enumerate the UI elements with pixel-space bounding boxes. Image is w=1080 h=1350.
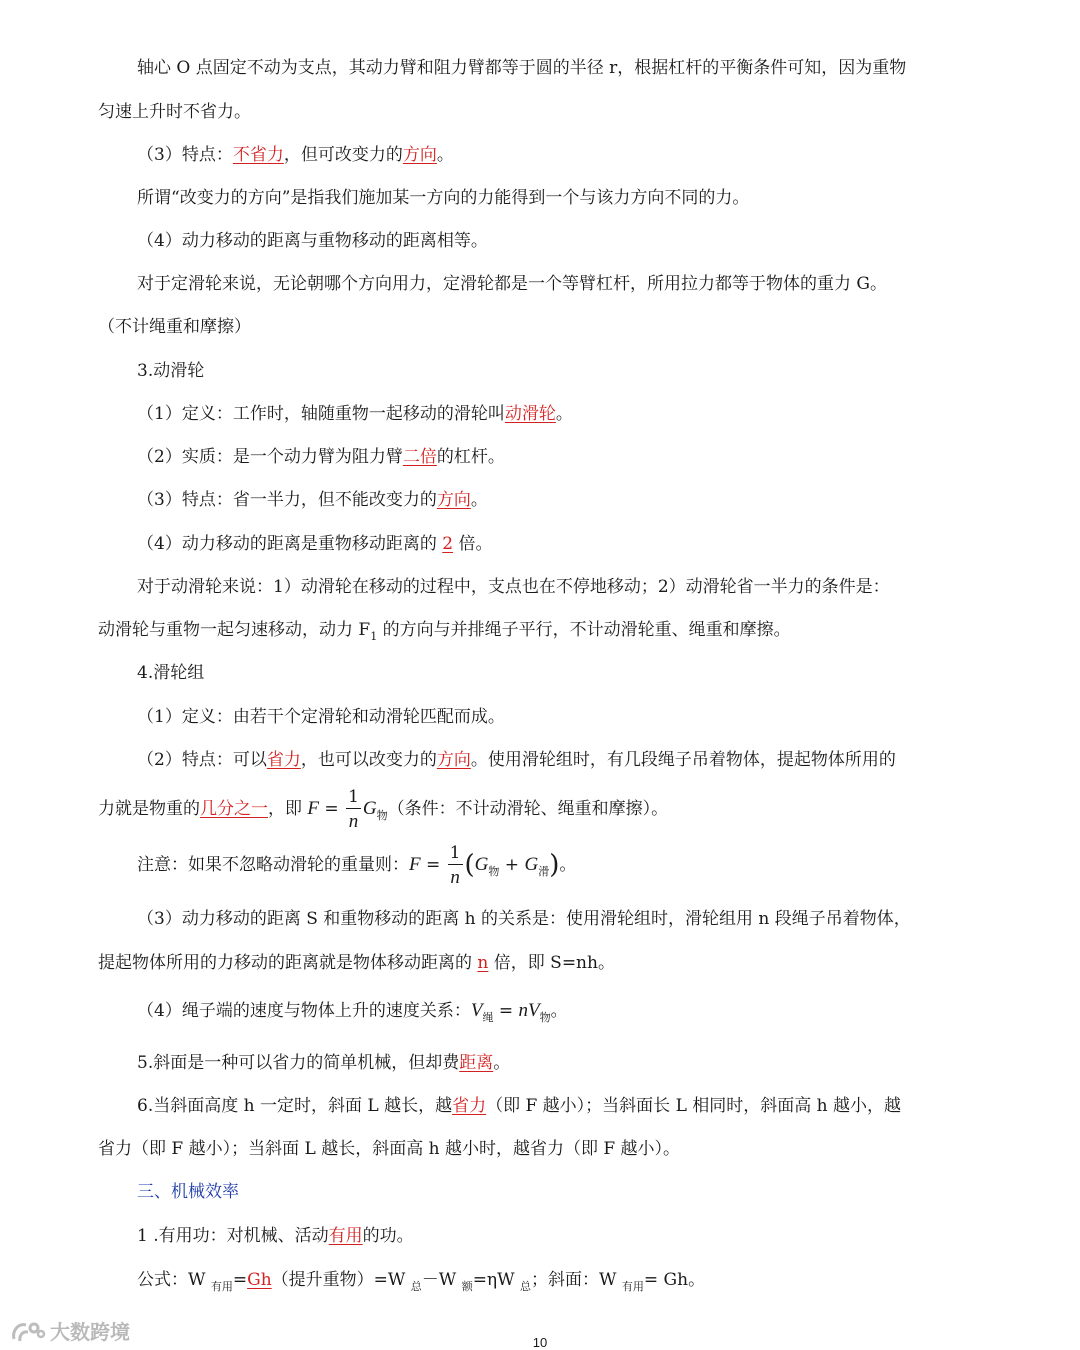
- section-title: [137, 661, 204, 685]
- para-line: [137, 705, 505, 729]
- para-line: [98, 784, 668, 841]
- subscript: 总: [410, 1280, 422, 1293]
- text: （即 F 越小）；当斜面长 L 相同时，斜面高 h 越小，越: [486, 1096, 902, 1116]
- text: （4）绳子端的速度与物体上升的速度关系：: [137, 1001, 471, 1021]
- answer-blank: n: [477, 953, 489, 973]
- text: 。: [550, 1001, 568, 1021]
- answer-blank: 2: [442, 534, 454, 554]
- para-line: [137, 143, 454, 167]
- text: 对于定滑轮来说，无论朝哪个方向用力，定滑轮都是一个等臂杠杆，所用拉力都等于物体的重力 G。: [137, 274, 887, 294]
- para-line: [98, 315, 251, 339]
- para-line: [137, 1051, 510, 1075]
- text: 注意：如果不忽略动滑轮的重量则：: [137, 855, 409, 875]
- para-line: [137, 999, 568, 1030]
- subscript: 1: [370, 630, 378, 643]
- watermark-text: 大数跨境: [50, 1320, 130, 1344]
- text: 6.当斜面高度 h 一定时，斜面 L 越长，越: [137, 1096, 453, 1116]
- text: 倍。: [453, 534, 493, 554]
- para-line: [98, 1137, 680, 1161]
- text: （不计绳重和摩擦）: [98, 317, 251, 337]
- answer-blank: 有用: [328, 1226, 363, 1246]
- text: 。: [559, 855, 577, 875]
- text: 倍，即 S=nh。: [488, 953, 615, 973]
- para-line: [137, 532, 492, 556]
- text: ，即: [268, 799, 308, 819]
- text: （1）定义：工作时，轴随重物一起移动的滑轮叫: [137, 404, 505, 424]
- text: （3）特点：省一半力，但不能改变力的: [137, 490, 437, 510]
- text: 。: [470, 490, 488, 510]
- para-line: [137, 186, 749, 210]
- text: 4.滑轮组: [137, 663, 205, 683]
- text: = Gh。: [643, 1270, 706, 1290]
- answer-blank: 距离: [459, 1053, 494, 1073]
- text: －W: [421, 1270, 462, 1290]
- text: 。: [436, 145, 454, 165]
- subscript: 额: [461, 1280, 473, 1293]
- para-line: [98, 100, 251, 124]
- text: （提升重物）=W: [271, 1270, 411, 1290]
- section-heading: [137, 1180, 239, 1204]
- para-line: [98, 951, 615, 975]
- text: 省力（即 F 越小）；当斜面 L 越长，斜面高 h 越小时，越省力（即 F 越小）。: [98, 1139, 681, 1159]
- para-line: [137, 1268, 705, 1299]
- para-line: [137, 445, 505, 469]
- text: （1）定义：由若干个定滑轮和动滑轮匹配而成。: [137, 707, 505, 727]
- text: 5.斜面是一种可以省力的简单机械，但却费: [137, 1053, 460, 1073]
- text: 所谓“改变力的方向”是指我们施加某一方向的力能得到一个与该力方向不同的力。: [137, 188, 750, 208]
- para-line: [137, 575, 890, 599]
- answer-blank: 方向: [436, 490, 471, 510]
- para-line: [137, 748, 896, 772]
- text: 对于动滑轮来说：1）动滑轮在移动的过程中，支点也在不停地移动；2）动滑轮省一半力的条件是：: [137, 577, 890, 597]
- formula-pulley-force-with-weight: F = $\frac{1}{n}$ $(G_物 + G_滑)$: [409, 842, 560, 888]
- text: （4）动力移动的距离是重物移动距离的: [137, 534, 443, 554]
- formula-rope-speed: $V_绳 = nV_物$: [470, 1000, 551, 1024]
- para-line: [137, 272, 887, 296]
- text: ；斜面：W: [531, 1270, 622, 1290]
- text: 提起物体所用的力移动的距离就是物体移动距离的: [98, 953, 478, 973]
- answer-blank: 方向: [402, 145, 437, 165]
- text: 。: [555, 404, 573, 424]
- text: =ηW: [472, 1270, 520, 1290]
- fraction: $\frac{1}{n}$: [449, 842, 461, 888]
- text: （3）动力移动的距离 S 和重物移动的距离 h 的关系是：使用滑轮组时，滑轮组用 n 段绳子吊着物体，: [137, 909, 911, 929]
- answer-blank: 不省力: [232, 145, 284, 165]
- page-number: 10: [532, 1335, 548, 1350]
- formula-pulley-force: F = $\frac{1}{n}$ $G_物$: [307, 786, 388, 832]
- para-line: [137, 229, 488, 253]
- answer-blank: 二倍: [402, 447, 437, 467]
- para-line: [137, 56, 906, 80]
- para-line: [137, 488, 488, 512]
- text: 的方向与并排绳子平行，不计动滑轮重、绳重和摩擦。: [377, 620, 791, 640]
- para-line: [137, 840, 576, 897]
- answer-blank: 动滑轮: [504, 404, 556, 424]
- answer-blank: 省力: [266, 750, 301, 770]
- text: 3.动滑轮: [137, 361, 205, 381]
- text: ，也可以改变力的: [300, 750, 437, 770]
- answer-blank: 省力: [452, 1096, 487, 1116]
- text: 匀速上升时不省力。: [98, 102, 251, 122]
- para-line: [137, 402, 573, 426]
- fraction: $\frac{1}{n}$: [348, 786, 359, 832]
- text: 力就是物重的: [98, 799, 200, 819]
- section-title: [137, 359, 204, 383]
- text: 。: [493, 1053, 511, 1073]
- text: （2）特点：可以: [137, 750, 267, 770]
- text: =: [232, 1270, 248, 1290]
- text: （3）特点：: [137, 145, 233, 165]
- para-line: [137, 1224, 414, 1248]
- para-line: [137, 907, 911, 931]
- text: （4）动力移动的距离与重物移动的距离相等。: [137, 231, 488, 251]
- answer-blank: 几分之一: [200, 799, 268, 819]
- answer-blank: Gh: [247, 1270, 272, 1290]
- text: 1 .有用功：对机械、活动: [137, 1226, 329, 1246]
- para-line: [137, 1094, 901, 1118]
- text: 公式：W: [137, 1270, 211, 1290]
- text: 。使用滑轮组时，有几段绳子吊着物体，提起物体所用的: [470, 750, 896, 770]
- subscript: 有用: [621, 1280, 644, 1293]
- para-line: [98, 618, 791, 649]
- text: 动滑轮与重物一起匀速移动，动力 F: [98, 620, 371, 640]
- answer-blank: 方向: [436, 750, 471, 770]
- text: （2）实质：是一个动力臂为阻力臂: [137, 447, 403, 467]
- subscript: 总: [520, 1280, 531, 1293]
- subscript: 有用: [210, 1280, 233, 1293]
- text: （条件：不计动滑轮、绳重和摩擦）。: [387, 799, 669, 819]
- text: 轴心 O 点固定不动为支点，其动力臂和阻力臂都等于圆的半径 r，根据杠杆的平衡条件可知，因为重物: [137, 58, 907, 78]
- text: ，但可改变力的: [283, 145, 403, 165]
- text: 三、机械效率: [137, 1182, 239, 1202]
- text: 的功。: [362, 1226, 414, 1246]
- text: 的杠杆。: [436, 447, 505, 467]
